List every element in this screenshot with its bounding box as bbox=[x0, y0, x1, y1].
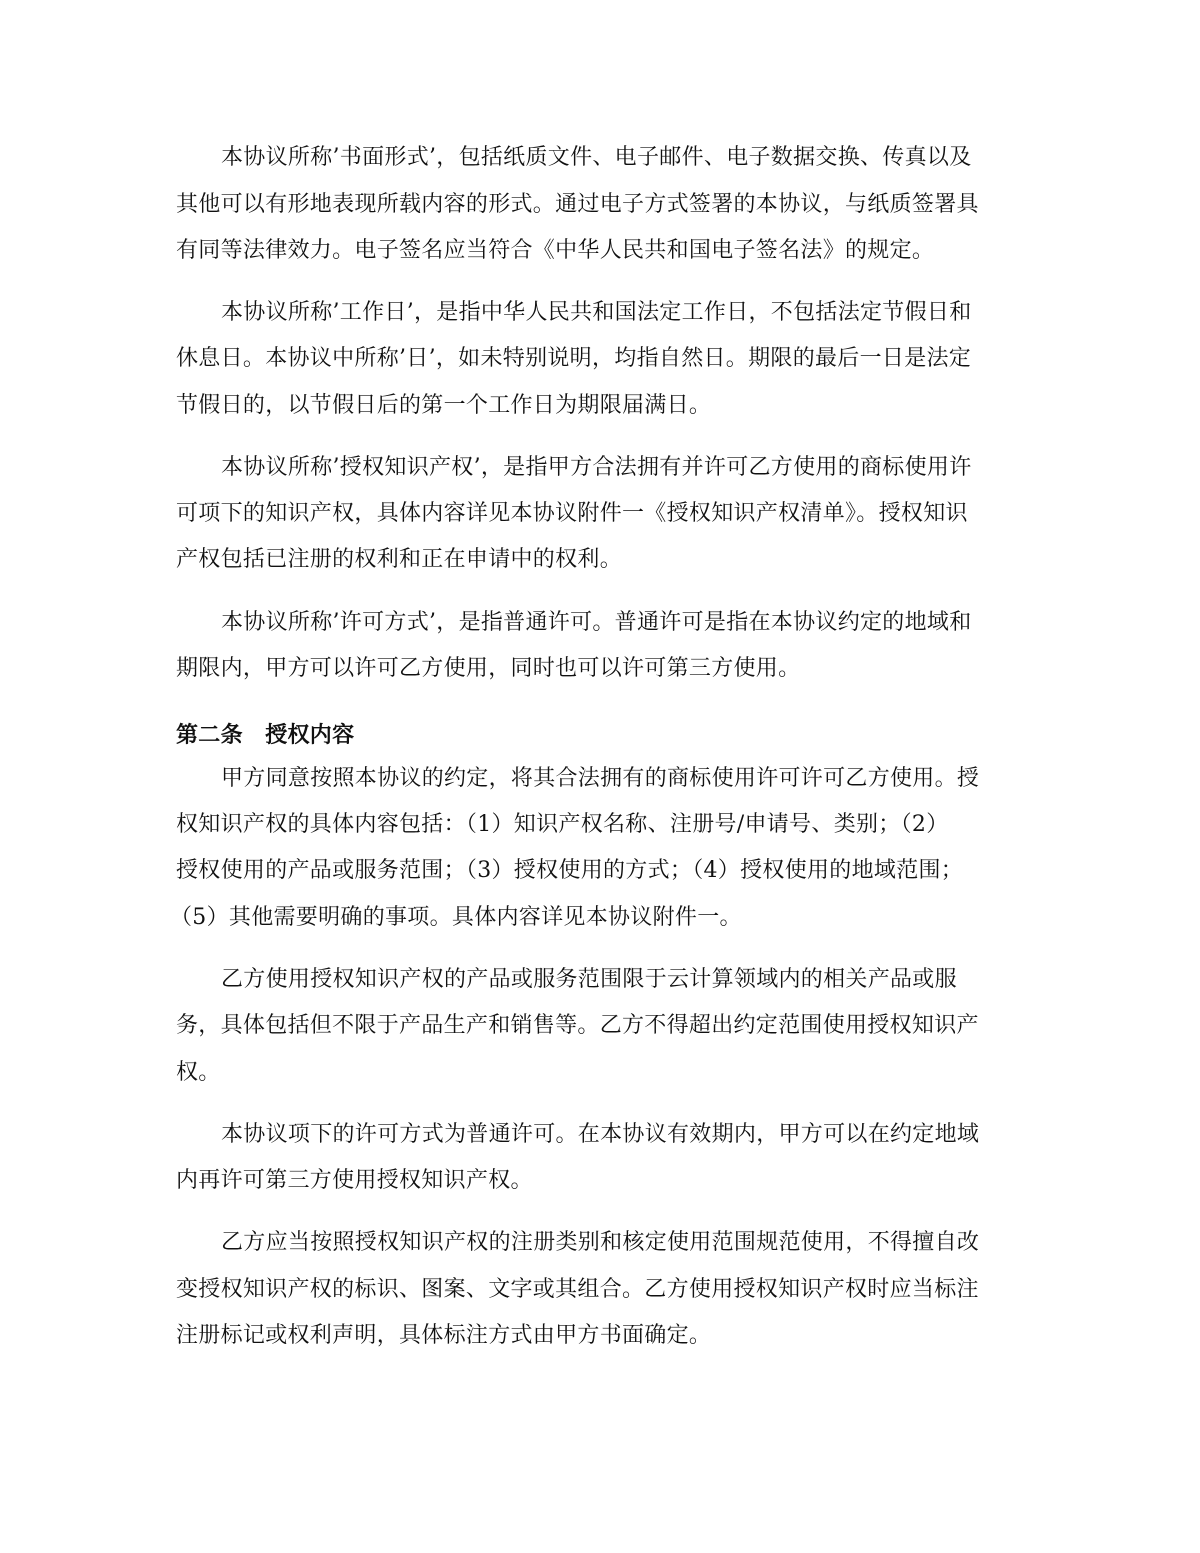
paragraph-6-line-3: 权。 bbox=[176, 1060, 221, 1085]
paragraph-5-line-1: 甲方同意按照本协议的约定，将其合法拥有的商标使用许可许可乙方使用。授 bbox=[221, 766, 980, 791]
paragraph-7-line-2: 内再许可第三方使用授权知识产权。 bbox=[176, 1168, 533, 1193]
paragraph-8-line-1: 乙方应当按照授权知识产权的注册类别和核定使用范围规范使用，不得擅自改 bbox=[221, 1230, 980, 1255]
paragraph-5-line-2: 权知识产权的具体内容包括：（1）知识产权名称、注册号/申请号、类别；（2） bbox=[176, 812, 949, 837]
paragraph-3-line-2: 可项下的知识产权，具体内容详见本协议附件一《授权知识产权清单》。授权知识 bbox=[176, 501, 968, 526]
paragraph-2-line-1: 本协议所称’工作日’，是指中华人民共和国法定工作日，不包括法定节假日和 bbox=[221, 300, 972, 325]
paragraph-1-line-3: 有同等法律效力。电子签名应当符合《中华人民共和国电子签名法》的规定。 bbox=[176, 238, 935, 263]
section-heading: 第二条 授权内容 bbox=[176, 723, 355, 748]
paragraph-6-line-1: 乙方使用授权知识产权的产品或服务范围限于云计算领域内的相关产品或服 bbox=[221, 967, 957, 992]
paragraph-5-line-3: 授权使用的产品或服务范围；（3）授权使用的方式；（4）授权使用的地域范围； bbox=[176, 858, 964, 883]
paragraph-1-line-1: 本协议所称’书面形式’，包括纸质文件、电子邮件、电子数据交换、传真以及 bbox=[221, 145, 972, 170]
paragraph-8-line-2: 变授权知识产权的标识、图案、文字或其组合。乙方使用授权知识产权时应当标注 bbox=[176, 1277, 979, 1302]
paragraph-2-line-2: 休息日。本协议中所称’日’，如未特别说明，均指自然日。期限的最后一日是法定 bbox=[176, 346, 972, 371]
paragraph-4-line-1: 本协议所称’许可方式’，是指普通许可。普通许可是指在本协议约定的地域和 bbox=[221, 610, 972, 635]
paragraph-5-line-4: （5）其他需要明确的事项。具体内容详见本协议附件一。 bbox=[170, 905, 742, 930]
paragraph-4-line-2: 期限内，甲方可以许可乙方使用，同时也可以许可第三方使用。 bbox=[176, 656, 801, 681]
paragraph-8-line-3: 注册标记或权利声明，具体标注方式由甲方书面确定。 bbox=[176, 1323, 712, 1348]
paragraph-7-line-1: 本协议项下的许可方式为普通许可。在本协议有效期内，甲方可以在约定地域 bbox=[221, 1122, 980, 1147]
paragraph-1-line-2: 其他可以有形地表现所载内容的形式。通过电子方式签署的本协议，与纸质签署具 bbox=[176, 192, 979, 217]
paragraph-3-line-1: 本协议所称’授权知识产权’，是指甲方合法拥有并许可乙方使用的商标使用许 bbox=[221, 455, 972, 480]
paragraph-3-line-3: 产权包括已注册的权利和正在申请中的权利。 bbox=[176, 547, 623, 572]
paragraph-2-line-3: 节假日的，以节假日后的第一个工作日为期限届满日。 bbox=[176, 393, 712, 418]
paragraph-6-line-2: 务，具体包括但不限于产品生产和销售等。乙方不得超出约定范围使用授权知识产 bbox=[176, 1013, 979, 1038]
